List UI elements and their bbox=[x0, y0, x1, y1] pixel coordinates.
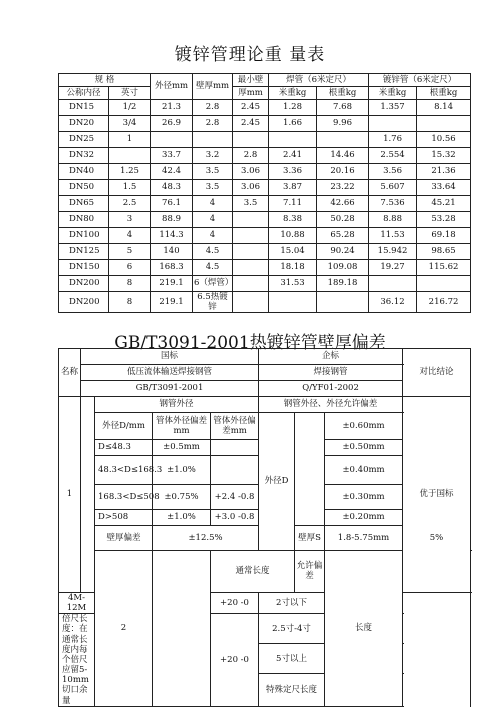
od-dev2-2 bbox=[211, 456, 259, 485]
table-row bbox=[59, 260, 471, 276]
table-cell: 2.8 bbox=[193, 116, 233, 132]
table-cell: 9.96 bbox=[317, 116, 369, 132]
table-cell: DN100 bbox=[59, 228, 109, 244]
length-2: 倍尺长度：在通常长度内每个倍尺应留5-10mm切口余量 bbox=[59, 614, 95, 707]
table-cell: 1.76 bbox=[369, 132, 417, 148]
table-cell bbox=[317, 132, 369, 148]
table-cell: 1.5 bbox=[109, 180, 151, 196]
table-cell: 3.5 bbox=[233, 196, 269, 212]
enterprise-dev-1: ±0.60mm bbox=[325, 413, 403, 440]
table-cell: 219.1 bbox=[151, 292, 193, 313]
table-cell: DN200 bbox=[59, 276, 109, 292]
table-cell: 1 bbox=[109, 132, 151, 148]
table-cell: 2.45 bbox=[233, 100, 269, 116]
table-cell: 53.28 bbox=[417, 212, 471, 228]
table-cell: 5 bbox=[109, 244, 151, 260]
header-min-wall-2: 厚mm bbox=[233, 87, 269, 100]
tolerance-head: 允许偏差 bbox=[295, 551, 325, 593]
national-name: 低压流体输送焊接钢管 bbox=[81, 365, 259, 381]
header-kg-per-root-1: 根重kg bbox=[317, 87, 369, 100]
table-cell: DN20 bbox=[59, 116, 109, 132]
table-cell: 42.4 bbox=[151, 164, 193, 180]
table-cell: 3 bbox=[109, 212, 151, 228]
header-national: 国标 bbox=[81, 349, 259, 365]
group-2-number: 2 bbox=[95, 551, 153, 707]
table-cell bbox=[233, 292, 269, 313]
table-row bbox=[59, 212, 471, 228]
table-cell: 21.36 bbox=[417, 164, 471, 180]
table-cell: 7.536 bbox=[369, 196, 417, 212]
table-cell: DN125 bbox=[59, 244, 109, 260]
table-cell: 216.72 bbox=[417, 292, 471, 313]
table-cell: 115.62 bbox=[417, 260, 471, 276]
table-cell: DN200 bbox=[59, 292, 109, 313]
enterprise-wall-value: 5% bbox=[403, 526, 471, 551]
enterprise-name: 焊接钢管 bbox=[259, 365, 403, 381]
table-cell: 90.24 bbox=[317, 244, 369, 260]
od-range-4: D>508 bbox=[95, 510, 153, 526]
header-compare: 对比结论 bbox=[403, 349, 471, 397]
header-inch: 英寸 bbox=[109, 87, 151, 100]
table-row bbox=[59, 276, 471, 292]
table-cell: 6（焊管） bbox=[193, 276, 233, 292]
table-cell: 8 bbox=[109, 292, 151, 313]
od-range-1: D≤48.3 bbox=[95, 440, 153, 456]
table-cell bbox=[233, 260, 269, 276]
table-cell: 76.1 bbox=[151, 196, 193, 212]
table-cell: DN150 bbox=[59, 260, 109, 276]
od-dev2-1 bbox=[211, 440, 259, 456]
enterprise-length-2: 2.5寸-4寸 bbox=[259, 614, 325, 644]
table-cell: 4.5 bbox=[193, 244, 233, 260]
wall-value: ±12.5% bbox=[153, 526, 259, 551]
table-cell bbox=[233, 228, 269, 244]
table-cell: 8.88 bbox=[369, 212, 417, 228]
length-head: 通常长度 bbox=[211, 551, 295, 593]
table-cell: 168.3 bbox=[151, 260, 193, 276]
enterprise-code: Q/YF01-2002 bbox=[259, 381, 403, 397]
table-cell: 19.27 bbox=[369, 260, 417, 276]
table-cell: 3.56 bbox=[369, 164, 417, 180]
table-cell: 26.9 bbox=[151, 116, 193, 132]
title-wall-deviation: GB/T3091-2001热镀锌管壁厚偏差 bbox=[114, 333, 386, 353]
table-cell: 2.41 bbox=[269, 148, 317, 164]
table-cell bbox=[417, 276, 471, 292]
od-dev-1: ±0.5mm bbox=[153, 440, 211, 456]
table-cell: 15.942 bbox=[369, 244, 417, 260]
table-row bbox=[59, 244, 471, 260]
deviation-head-1: 管体外径偏差mm bbox=[153, 413, 211, 440]
table-row bbox=[59, 228, 471, 244]
table-cell: 1/2 bbox=[109, 100, 151, 116]
header-enterprise: 企标 bbox=[259, 349, 403, 365]
table-cell: 69.18 bbox=[417, 228, 471, 244]
table-cell: 20.16 bbox=[317, 164, 369, 180]
table-cell bbox=[233, 132, 269, 148]
deviation-table bbox=[58, 348, 471, 707]
table-cell bbox=[317, 292, 369, 313]
length-1: 4M-12M bbox=[59, 592, 95, 613]
od-dev-2: ±1.0% bbox=[153, 456, 211, 485]
table-cell: 2.8 bbox=[233, 148, 269, 164]
table-cell bbox=[269, 292, 317, 313]
table-cell bbox=[109, 148, 151, 164]
table-cell: 109.08 bbox=[317, 260, 369, 276]
table-cell: DN50 bbox=[59, 180, 109, 196]
table-cell: 1.28 bbox=[269, 100, 317, 116]
table-cell: 3.06 bbox=[233, 164, 269, 180]
table-cell: 1.25 bbox=[109, 164, 151, 180]
table-cell: 4 bbox=[193, 196, 233, 212]
table-cell bbox=[233, 212, 269, 228]
deviation-head-2: 管体外径偏差mm bbox=[211, 413, 259, 440]
table-cell: 4.5 bbox=[193, 260, 233, 276]
enterprise-dev-4: ±0.30mm bbox=[325, 485, 403, 510]
table-cell: 7.68 bbox=[317, 100, 369, 116]
table-cell: 15.04 bbox=[269, 244, 317, 260]
table-cell: DN32 bbox=[59, 148, 109, 164]
table-row bbox=[59, 196, 471, 212]
table-cell bbox=[233, 244, 269, 260]
table-cell: 42.66 bbox=[317, 196, 369, 212]
enterprise-length-3: 5寸以上 bbox=[259, 644, 325, 674]
table-cell: 36.12 bbox=[369, 292, 417, 313]
table-cell: DN65 bbox=[59, 196, 109, 212]
table-cell: 140 bbox=[151, 244, 193, 260]
table-cell: 1.66 bbox=[269, 116, 317, 132]
header-spec: 规 格 bbox=[59, 74, 151, 87]
table-cell bbox=[369, 116, 417, 132]
national-od-head: 钢管外径 bbox=[95, 397, 259, 413]
od-dev-3: ±0.75% bbox=[153, 485, 211, 510]
label-name: 名称 bbox=[59, 349, 81, 397]
national-code: GB/T3091-2001 bbox=[81, 381, 259, 397]
table-cell bbox=[417, 116, 471, 132]
table-row bbox=[59, 116, 471, 132]
table-cell: 3.36 bbox=[269, 164, 317, 180]
table-cell: 18.18 bbox=[269, 260, 317, 276]
table-cell: 3.5 bbox=[193, 180, 233, 196]
table-cell: 8.14 bbox=[417, 100, 471, 116]
table-cell: 14.46 bbox=[317, 148, 369, 164]
table-cell bbox=[193, 132, 233, 148]
table-cell: 8.38 bbox=[269, 212, 317, 228]
od-label: 外径D/mm bbox=[95, 413, 153, 440]
od-dev2-3: +2.4 -0.8 bbox=[211, 485, 259, 510]
table-cell bbox=[269, 132, 317, 148]
header-dn: 公称内径 bbox=[59, 87, 109, 100]
table-cell: 10.56 bbox=[417, 132, 471, 148]
table-cell bbox=[151, 132, 193, 148]
od-dev-4: ±1.0% bbox=[153, 510, 211, 526]
table-cell: DN80 bbox=[59, 212, 109, 228]
table-cell: DN40 bbox=[59, 164, 109, 180]
table-row bbox=[59, 180, 471, 196]
enterprise-wall-label: 壁厚S bbox=[295, 526, 325, 551]
table-cell: 2.5 bbox=[109, 196, 151, 212]
header-wall: 壁厚mm bbox=[193, 74, 233, 100]
table-cell: 7.11 bbox=[269, 196, 317, 212]
weight-table bbox=[58, 73, 471, 313]
wall-label: 壁厚偏差 bbox=[95, 526, 153, 551]
table-cell: 23.22 bbox=[317, 180, 369, 196]
od-range-2: 48.3<D≤168.3 bbox=[95, 456, 153, 485]
table-cell: 10.88 bbox=[269, 228, 317, 244]
table-cell bbox=[233, 276, 269, 292]
header-welded: 焊管（6米定尺） bbox=[269, 74, 369, 87]
header-kg-per-root-2: 根重kg bbox=[417, 87, 471, 100]
table-cell: DN15 bbox=[59, 100, 109, 116]
table-cell: 1.357 bbox=[369, 100, 417, 116]
table-row bbox=[59, 148, 471, 164]
header-kg-per-m-2: 米重kg bbox=[369, 87, 417, 100]
header-min-wall: 最小壁 bbox=[233, 74, 269, 87]
table-cell: 8 bbox=[109, 276, 151, 292]
enterprise-length-1: 2寸以下 bbox=[259, 592, 325, 613]
table-cell: 4 bbox=[193, 228, 233, 244]
table-cell: 45.21 bbox=[417, 196, 471, 212]
table-cell: 3.06 bbox=[233, 180, 269, 196]
enterprise-dev-5: ±0.20mm bbox=[325, 510, 403, 526]
table-cell: 98.65 bbox=[417, 244, 471, 260]
table-cell: 2.45 bbox=[233, 116, 269, 132]
table-cell: 4 bbox=[193, 212, 233, 228]
header-galvanized: 镀锌管（6米定尺） bbox=[369, 74, 471, 87]
table-cell: 3.2 bbox=[193, 148, 233, 164]
table-row bbox=[59, 292, 471, 313]
table-cell: 6.5热镀锌 bbox=[193, 292, 233, 313]
header-od: 外径mm bbox=[151, 74, 193, 100]
table-cell: 4 bbox=[109, 228, 151, 244]
table-cell: 15.32 bbox=[417, 148, 471, 164]
enterprise-length-label: 长度 bbox=[325, 551, 403, 707]
table-row bbox=[59, 132, 471, 148]
table-cell: 114.3 bbox=[151, 228, 193, 244]
table-cell: 33.7 bbox=[151, 148, 193, 164]
enterprise-wall-range: 1.8-5.75mm bbox=[325, 526, 403, 551]
tolerance-1: +20 -0 bbox=[211, 592, 259, 613]
table-cell: 88.9 bbox=[151, 212, 193, 228]
table-cell: 48.3 bbox=[151, 180, 193, 196]
table-cell: 3/4 bbox=[109, 116, 151, 132]
conclusion-1: 优于国标 bbox=[403, 397, 471, 593]
od-range-3: 168.3<D≤508 bbox=[95, 485, 153, 510]
table-cell: 11.53 bbox=[369, 228, 417, 244]
enterprise-length-4: 特殊定尺长度 bbox=[259, 674, 325, 706]
table-cell: 5.607 bbox=[369, 180, 417, 196]
enterprise-dev-3: ±0.40mm bbox=[325, 456, 403, 485]
table-cell: 2.554 bbox=[369, 148, 417, 164]
table-cell: 21.3 bbox=[151, 100, 193, 116]
table-cell: 3.87 bbox=[269, 180, 317, 196]
enterprise-dev-2: ±0.50mm bbox=[325, 440, 403, 456]
table-cell: 31.53 bbox=[269, 276, 317, 292]
table-cell: 50.28 bbox=[317, 212, 369, 228]
enterprise-od-label: 外径D bbox=[259, 413, 295, 551]
table-cell: 2.8 bbox=[193, 100, 233, 116]
table-cell: 3.5 bbox=[193, 164, 233, 180]
header-kg-per-m-1: 米重kg bbox=[269, 87, 317, 100]
table-cell: 6 bbox=[109, 260, 151, 276]
table-cell: 219.1 bbox=[151, 276, 193, 292]
od-dev2-4: +3.0 -0.8 bbox=[211, 510, 259, 526]
table-row bbox=[59, 164, 471, 180]
table-cell: 189.18 bbox=[317, 276, 369, 292]
table-row bbox=[59, 100, 471, 116]
table-cell: DN25 bbox=[59, 132, 109, 148]
table-cell bbox=[369, 276, 417, 292]
enterprise-od-head: 钢管外径、外径允许偏差 bbox=[259, 397, 403, 413]
group-1-number: 1 bbox=[59, 397, 81, 593]
table-cell: 65.28 bbox=[317, 228, 369, 244]
tolerance-2: +20 -0 bbox=[211, 614, 259, 707]
title-theoretical-weight: 镀锌管理论重 量表 bbox=[174, 45, 326, 65]
table-cell: 33.64 bbox=[417, 180, 471, 196]
